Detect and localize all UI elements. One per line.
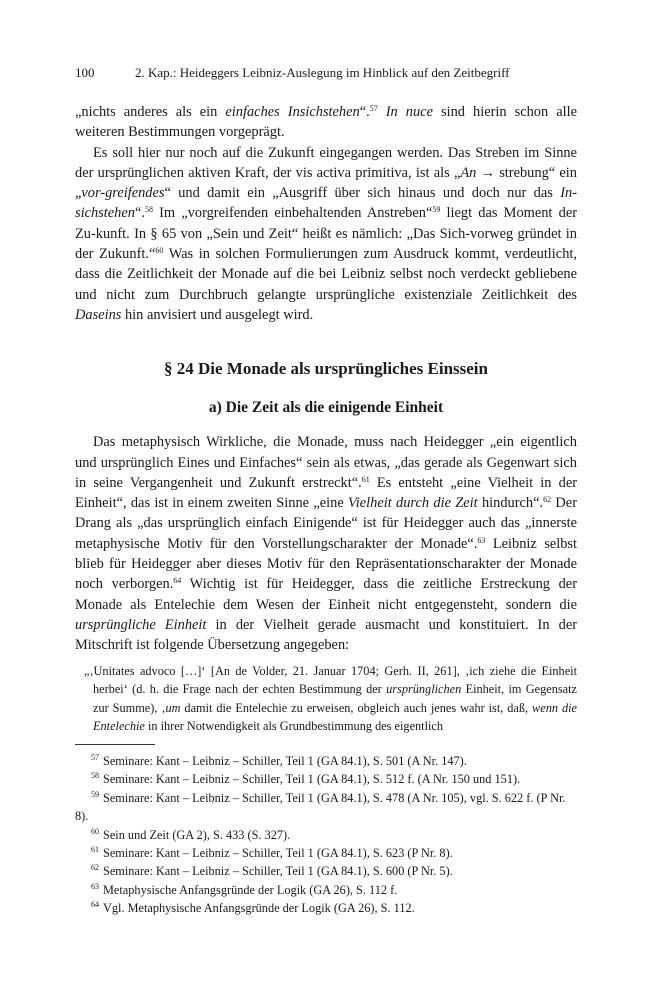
text-run: Leibniz selbst blieb für Heidegger aber dieses Motiv für den Repräsentationscharakter der Monade noch verborgen. — [75, 535, 577, 593]
footnote-ref: 58 — [144, 205, 153, 215]
text-run-italic: um — [165, 700, 181, 715]
text-run: „‚Unitates advoco […]‘ [An de Volder, 21. Januar 1704; Gerh. II, 261], ‚ich ziehe die Einheit herbei‘ (d. h. die Frage nach der echten Bestimmung der — [84, 663, 577, 697]
text-run: Es entsteht „eine Vielheit in der Einheit“, das ist in einem zweiten Sinne „eine — [75, 474, 578, 512]
footnote-number: 61 — [91, 845, 99, 855]
footnote — [75, 899, 577, 917]
footnote-text: Seminare: Kant – Leibniz – Schiller, Teil 1 (GA 84.1), S. 600 (P Nr. 5). — [103, 864, 453, 879]
paragraph-1 — [75, 102, 577, 143]
text-run-italic: ursprüngliche Einheit — [75, 616, 207, 633]
footnote-number: 57 — [91, 753, 99, 762]
footnote-number: 60 — [91, 826, 99, 836]
footnote-ref: 62 — [543, 495, 552, 505]
footnote — [75, 826, 577, 844]
text-run: liegt das Moment der Zu-kunft. In § 65 von „Sein und Zeit“ heißt es nämlich: „Das Sich-vorweg gründet in der Zukunft.“ — [75, 205, 577, 263]
text-run: Es soll hier nur noch auf die Zukunft eingegangen werden. Das Streben im Sinne der ursprünglichen aktiven Kraft, der vis activa primitiva, ist als „ — [75, 144, 577, 181]
section-heading: § 24 Die Monade als ursprüngliches Einssein — [164, 359, 488, 379]
footnote-number: 63 — [91, 881, 99, 891]
running-title: 2. Kap.: Heideggers Leibniz-Auslegung im Hinblick auf den Zeitbegriff — [135, 65, 510, 80]
text-run — [378, 104, 386, 120]
text-run-italic: wenn die Entelechie — [93, 700, 577, 734]
text-run: in der Vielheit gerade ausmacht und konstituiert. In der Mitschrift ist folgende Übersetzung angegeben: — [75, 616, 577, 654]
text-run: Wichtig ist für Heidegger, dass die zeitliche Erstreckung der Monade als Entelechie dem Wesen der Einheit nicht entgegensteht, sondern die — [75, 576, 577, 613]
text-run-italic: einfaches Insichstehen — [225, 104, 360, 120]
text-run: „nichts anderes als ein — [75, 104, 226, 120]
paragraph-2 — [75, 143, 577, 326]
text-run-italic: vor-greifendes — [81, 185, 165, 202]
footnote-number: 58 — [91, 771, 99, 781]
text-run-italic: In nuce — [385, 104, 433, 120]
page-body — [75, 64, 577, 736]
subsection-heading: a) Die Zeit als die einigende Einheit — [208, 399, 444, 417]
text-run: in ihrer Notwendigkeit als Grundbestimmung des eigentlich — [144, 719, 444, 734]
footnote-ref: 63 — [477, 535, 486, 545]
text-run: Der Drang als „das ursprünglich einfach Einigende“ ist für Heidegger auch das „innerste metaphysische Motiv für den Vorstellungscharakter der Monade“. — [75, 495, 577, 552]
footnote — [75, 881, 577, 899]
text-run-italic: ursprünglichen — [386, 682, 462, 697]
text-run: “. — [134, 205, 145, 222]
footnotes — [75, 752, 577, 918]
footnote-ref: 57 — [369, 104, 378, 113]
footnote-ref: 60 — [155, 246, 164, 256]
footnote — [75, 770, 577, 788]
text-run: → strebung“ ein „ — [75, 164, 577, 202]
block-quote — [75, 662, 577, 736]
footnote-ref: 59 — [432, 205, 441, 215]
text-run: Was in solchen Formulierungen zum Ausdruck kommt, verdeutlicht, dass die Zeitlichkeit der Monade auf die bei Leibniz selbst noch verdeckt gebliebene und nicht zum Durchbruch gelangte ursprüngliche existenziale Zeitlichkeit des — [75, 246, 577, 303]
text-run-italic: In-sichstehen — [75, 185, 577, 222]
text-run: “. — [359, 104, 370, 120]
running-header — [75, 64, 577, 82]
text-run: hindurch“. — [477, 495, 544, 512]
footnote-text: Vgl. Metaphysische Anfangsgründe der Logik (GA 26), S. 112. — [103, 901, 415, 916]
text-run-italic: An — [460, 164, 477, 181]
footnote — [75, 862, 577, 880]
footnote-ref: 64 — [173, 576, 182, 586]
footnote-text: Sein und Zeit (GA 2), S. 433 (S. 327). — [103, 827, 291, 842]
text-run: Im „vorgreifenden einbehaltenden Anstreben“ — [152, 205, 433, 222]
text-run: Das metaphysisch Wirkliche, die Monade, muss nach Heidegger „ein eigentlich und ursprünglich Eines und Einfaches“ sein als etwas, „das gerade als Gegenwart sich in seine Vergangenheit und Zukunft erstreckt“. — [75, 434, 577, 491]
footnote-text: Seminare: Kant – Leibniz – Schiller, Teil 1 (GA 84.1), S. 512 f. (A Nr. 150 und 151). — [103, 772, 521, 787]
footnote-number: 64 — [91, 900, 99, 910]
footnote-number: 62 — [91, 863, 99, 873]
footnote-ref: 61 — [361, 474, 370, 484]
footnote-text: Seminare: Kant – Leibniz – Schiller, Teil 1 (GA 84.1), S. 501 (A Nr. 147). — [103, 754, 467, 768]
text-run-italic: Daseins — [75, 306, 122, 323]
text-run: damit die Entelechie zu erweisen, obgleich auch jenes wahr ist, daß, — [180, 700, 533, 715]
footnote-number: 59 — [91, 789, 99, 799]
text-run: “ und damit ein „Ausgriff über sich hinaus und doch nur das — [164, 185, 561, 202]
text-run: Einheit, im Gegensatz zur Summe), ‚ — [93, 682, 577, 715]
footnote-text: Metaphysische Anfangsgründe der Logik (GA 26), S. 112 f. — [103, 882, 398, 897]
page-number: 100 — [75, 65, 95, 80]
text-run: hin anvisiert und ausgelegt wird. — [121, 306, 314, 323]
footnote-text: Seminare: Kant – Leibniz – Schiller, Teil 1 (GA 84.1), S. 478 (A Nr. 105), vgl. S. 622 f. (P Nr. 8). — [75, 790, 566, 824]
paragraph-3 — [75, 432, 577, 655]
text-run: sind hierin schon alle weiteren Bestimmungen vorgeprägt. — [75, 104, 577, 141]
footnote-separator — [75, 744, 155, 745]
footnote — [75, 789, 577, 826]
footnote-text: Seminare: Kant – Leibniz – Schiller, Teil 1 (GA 84.1), S. 623 (P Nr. 8). — [103, 846, 453, 861]
footnote — [75, 752, 577, 770]
footnote — [75, 844, 577, 862]
text-run-italic: Vielheit durch die Zeit — [348, 495, 478, 512]
